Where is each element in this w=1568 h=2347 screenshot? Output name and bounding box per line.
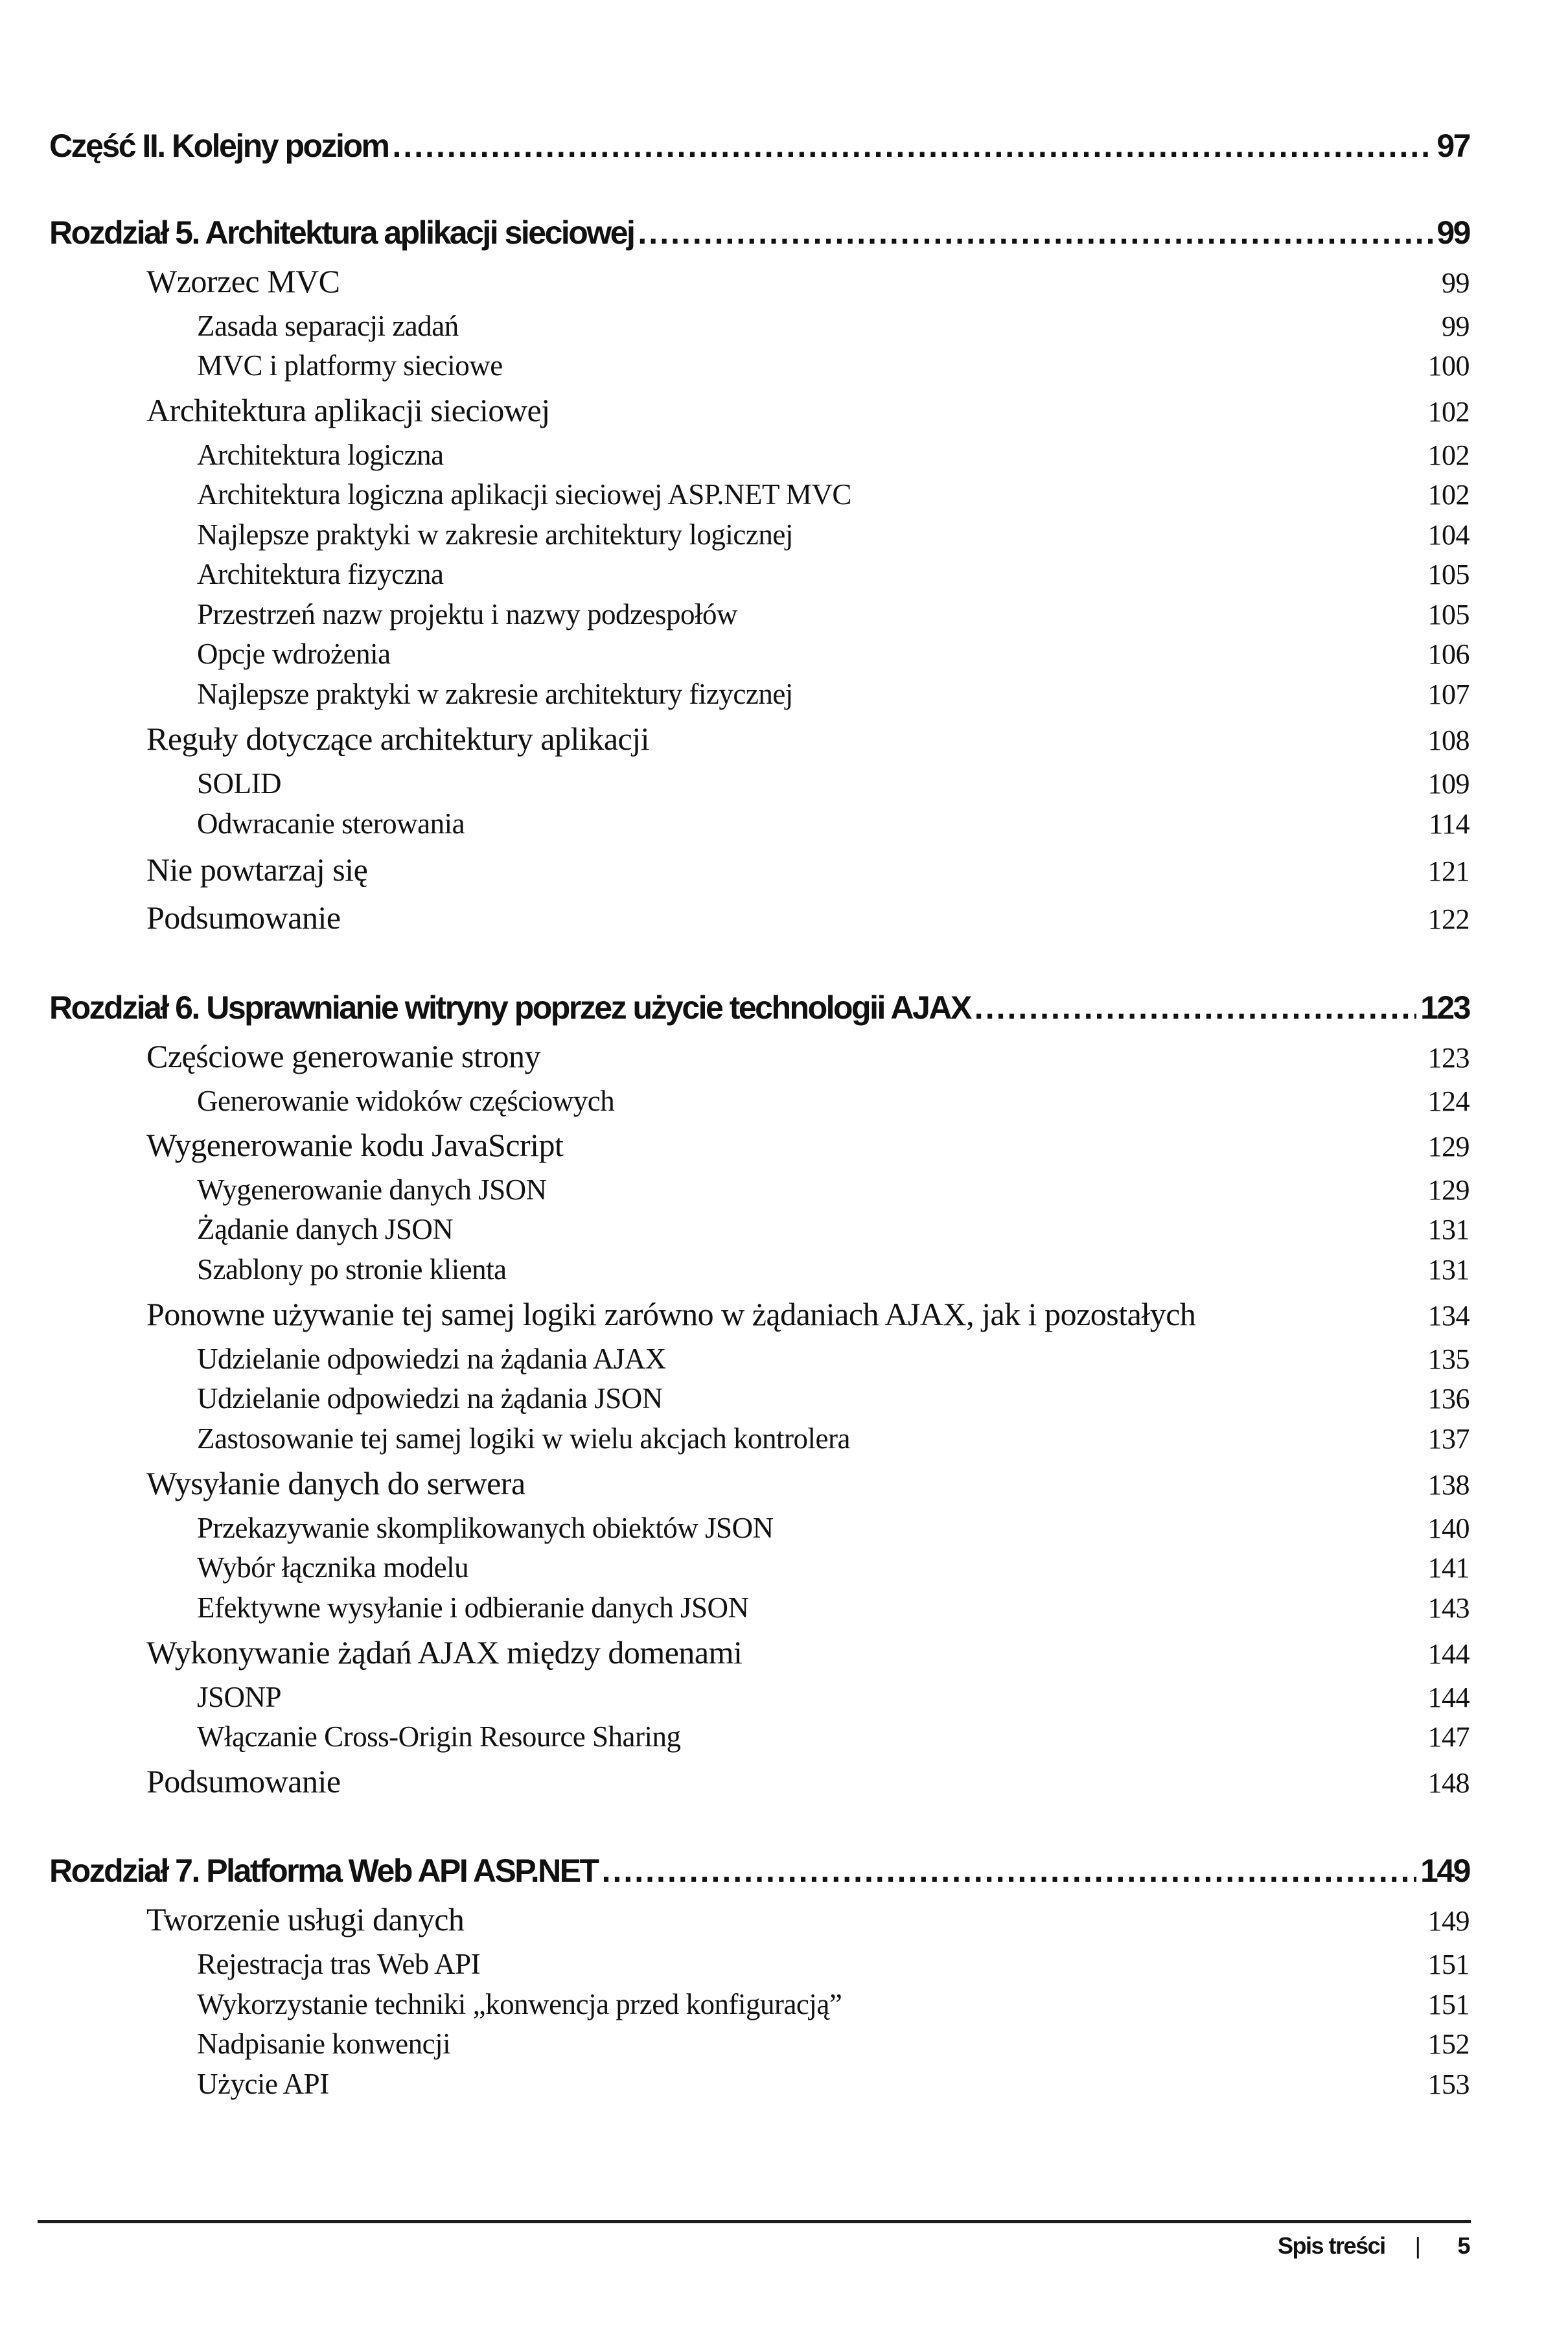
entry-title: Wzorzec MVC: [146, 263, 340, 299]
toc-entry[interactable]: [146, 1037, 1470, 1075]
chapter-heading[interactable]: [49, 214, 1470, 251]
entry-page: 107: [1427, 678, 1470, 710]
entry-page: 137: [1427, 1423, 1470, 1455]
toc-entry[interactable]: [146, 899, 1470, 936]
entry-title: Rejestracja tras Web API: [197, 1948, 481, 1980]
chapter-page: 149: [1420, 1853, 1470, 1889]
toc-entry[interactable]: [197, 1591, 1470, 1624]
entry-page: 151: [1427, 1989, 1470, 2020]
entry-page: 144: [1427, 1682, 1470, 1713]
entry-title: Udzielanie odpowiedzi na żądania AJAX: [197, 1343, 666, 1375]
entry-title: MVC i platformy sieciowe: [197, 349, 503, 382]
toc-entry[interactable]: [197, 438, 1470, 472]
entry-title: Wysyłanie danych do serwera: [146, 1465, 525, 1501]
chapter-heading[interactable]: [49, 1852, 1470, 1890]
entry-page: 129: [1427, 1174, 1470, 1206]
dot-leader: [602, 1852, 1416, 1890]
chapter-page: 123: [1420, 989, 1470, 1026]
toc-entry[interactable]: [146, 1901, 1470, 1938]
part-heading[interactable]: [49, 127, 1470, 165]
toc-entry[interactable]: [197, 309, 1470, 343]
entry-page: 124: [1427, 1085, 1470, 1117]
entry-title: Efektywne wysyłanie i odbieranie danych JSON: [197, 1591, 749, 1624]
toc-entry[interactable]: [197, 557, 1470, 591]
entry-page: 136: [1427, 1383, 1470, 1415]
entry-title: Podsumowanie: [146, 899, 341, 936]
entry-page: 109: [1427, 768, 1470, 800]
toc-entry[interactable]: [197, 2027, 1470, 2061]
entry-title: Włączanie Cross-Origin Resource Sharing: [197, 1720, 681, 1753]
toc-entry[interactable]: [146, 1464, 1470, 1502]
toc-entry[interactable]: [197, 767, 1470, 800]
entry-page: 105: [1427, 599, 1470, 630]
entry-page: 99: [1442, 310, 1470, 342]
chapter-page: 99: [1436, 214, 1470, 251]
toc-entry[interactable]: [197, 637, 1470, 671]
footer-rule: [38, 2220, 1471, 2223]
entry-page: 102: [1427, 396, 1470, 428]
toc-entry[interactable]: [197, 1947, 1470, 1981]
entry-title: Częściowe generowanie strony: [146, 1038, 540, 1074]
footer-section-label: Spis treści: [1278, 2232, 1385, 2259]
entry-page: 151: [1427, 1948, 1470, 1980]
entry-page: 123: [1427, 1042, 1470, 1074]
chapter-title: Rozdział 7. Platforma Web API ASP.NET: [49, 1853, 598, 1889]
toc-entry[interactable]: [197, 1382, 1470, 1415]
entry-page: 121: [1427, 855, 1470, 887]
entry-title: Opcje wdrożenia: [197, 638, 391, 670]
entry-page: 153: [1427, 2068, 1470, 2100]
entry-page: 99: [1442, 267, 1470, 299]
entry-title: Architektura logiczna: [197, 439, 444, 471]
page-number: 5: [1457, 2232, 1470, 2259]
entry-title: Przestrzeń nazw projektu i nazwy podzespołów: [197, 598, 737, 630]
entry-page: 129: [1427, 1131, 1470, 1162]
entry-page: 144: [1427, 1638, 1470, 1670]
entry-page: 105: [1427, 559, 1470, 590]
entry-page: 147: [1427, 1721, 1470, 1753]
toc-entry[interactable]: [146, 720, 1470, 757]
entry-page: 141: [1427, 1552, 1470, 1584]
toc-entry[interactable]: [197, 1680, 1470, 1714]
toc-entry[interactable]: [197, 597, 1470, 631]
entry-title: Podsumowanie: [146, 1763, 341, 1799]
toc-entry[interactable]: [197, 677, 1470, 711]
entry-title: Najlepsze praktyki w zakresie architektury fizycznej: [197, 678, 793, 710]
entry-page: 131: [1427, 1254, 1470, 1286]
toc-entry[interactable]: [146, 1295, 1470, 1333]
entry-title: Szablony po stronie klienta: [197, 1253, 507, 1286]
entry-page: 102: [1427, 479, 1470, 511]
entry-title: Udzielanie odpowiedzi na żądania JSON: [197, 1382, 663, 1415]
entry-page: 140: [1427, 1512, 1470, 1544]
entry-title: Przekazywanie skomplikowanych obiektów JSON: [197, 1512, 774, 1544]
entry-page: 102: [1427, 439, 1470, 471]
toc-entry[interactable]: [197, 1253, 1470, 1286]
toc-entry[interactable]: [197, 1720, 1470, 1753]
entry-page: 108: [1427, 724, 1470, 756]
toc-entry[interactable]: [197, 1551, 1470, 1584]
entry-title: Architektura aplikacji sieciowej: [146, 392, 550, 428]
entry-title: Wykorzystanie techniki „konwencja przed konfiguracją”: [197, 1988, 842, 2020]
entry-title: Generowanie widoków częściowych: [197, 1085, 615, 1117]
part-page: 97: [1436, 128, 1470, 164]
entry-title: Wykonywanie żądań AJAX między domenami: [146, 1634, 743, 1671]
toc-entry[interactable]: [146, 391, 1470, 429]
toc-entry[interactable]: [197, 1511, 1470, 1545]
entry-page: 152: [1427, 2028, 1470, 2060]
dot-leader: [392, 127, 1433, 165]
entry-title: Wybór łącznika modelu: [197, 1551, 469, 1584]
toc-entry[interactable]: [197, 1422, 1470, 1455]
toc-entry[interactable]: [146, 1763, 1470, 1800]
footer-separator: |: [1414, 2232, 1420, 2259]
entry-page: 134: [1427, 1300, 1470, 1332]
entry-page: 104: [1427, 519, 1470, 551]
entry-title: Tworzenie usługi danych: [146, 1901, 465, 1937]
entry-page: 106: [1427, 638, 1470, 670]
entry-page: 148: [1427, 1767, 1470, 1799]
entry-title: Reguły dotyczące architektury aplikacji: [146, 721, 649, 757]
dot-leader: [974, 989, 1416, 1026]
toc-entry[interactable]: [197, 478, 1470, 511]
entry-page: 135: [1427, 1343, 1470, 1375]
part-title: Część II. Kolejny poziom: [49, 128, 389, 164]
entry-page: 131: [1427, 1214, 1470, 1245]
toc-entry[interactable]: [197, 349, 1470, 382]
entry-title: Nadpisanie konwencji: [197, 2028, 451, 2060]
toc-entry[interactable]: [197, 807, 1470, 840]
entry-page: 114: [1429, 808, 1470, 840]
entry-title: Żądanie danych JSON: [197, 1213, 454, 1245]
page-footer: [1278, 2232, 1470, 2260]
entry-title: Nie powtarzaj się: [146, 851, 368, 888]
entry-title: JSONP: [197, 1681, 282, 1713]
entry-title: Wygenerowanie danych JSON: [197, 1174, 547, 1206]
entry-title: Użycie API: [197, 2068, 329, 2100]
entry-title: Architektura fizyczna: [197, 558, 444, 590]
toc-entry[interactable]: [197, 1212, 1470, 1246]
chapter-title: Rozdział 6. Usprawnianie witryny poprzez użycie technologii AJAX: [49, 989, 971, 1026]
entry-title: SOLID: [197, 767, 281, 800]
toc-entry[interactable]: [197, 1987, 1470, 2021]
entry-title: Najlepsze praktyki w zakresie architektury logicznej: [197, 518, 793, 551]
entry-title: Zasada separacji zadań: [197, 310, 459, 342]
entry-page: 138: [1427, 1469, 1470, 1501]
entry-title: Architektura logiczna aplikacji sieciowej ASP.NET MVC: [197, 478, 851, 511]
entry-title: Odwracanie sterowania: [197, 807, 465, 840]
entry-title: Zastosowanie tej samej logiki w wielu akcjach kontrolera: [197, 1422, 850, 1455]
entry-title: Ponowne używanie tej samej logiki zarówno w żądaniach AJAX, jak i pozostałych: [146, 1296, 1196, 1332]
dot-leader: [638, 214, 1433, 251]
entry-page: 100: [1427, 350, 1470, 382]
toc-entry[interactable]: [197, 1342, 1470, 1376]
toc-entry[interactable]: [197, 2067, 1470, 2101]
toc-entry[interactable]: [146, 1634, 1470, 1671]
toc-entry[interactable]: [197, 518, 1470, 551]
chapter-heading[interactable]: [49, 989, 1470, 1026]
toc-entry[interactable]: [197, 1084, 1470, 1118]
entry-page: 149: [1427, 1905, 1470, 1937]
chapter-title: Rozdział 5. Architektura aplikacji sieciowej: [49, 214, 634, 251]
entry-page: 122: [1427, 903, 1470, 935]
entry-page: 143: [1427, 1592, 1470, 1624]
toc-entry[interactable]: [197, 1173, 1470, 1207]
toc-entry[interactable]: [146, 1126, 1470, 1164]
toc-entry[interactable]: [146, 262, 1470, 300]
toc-entry[interactable]: [146, 851, 1470, 888]
entry-title: Wygenerowanie kodu JavaScript: [146, 1127, 564, 1163]
